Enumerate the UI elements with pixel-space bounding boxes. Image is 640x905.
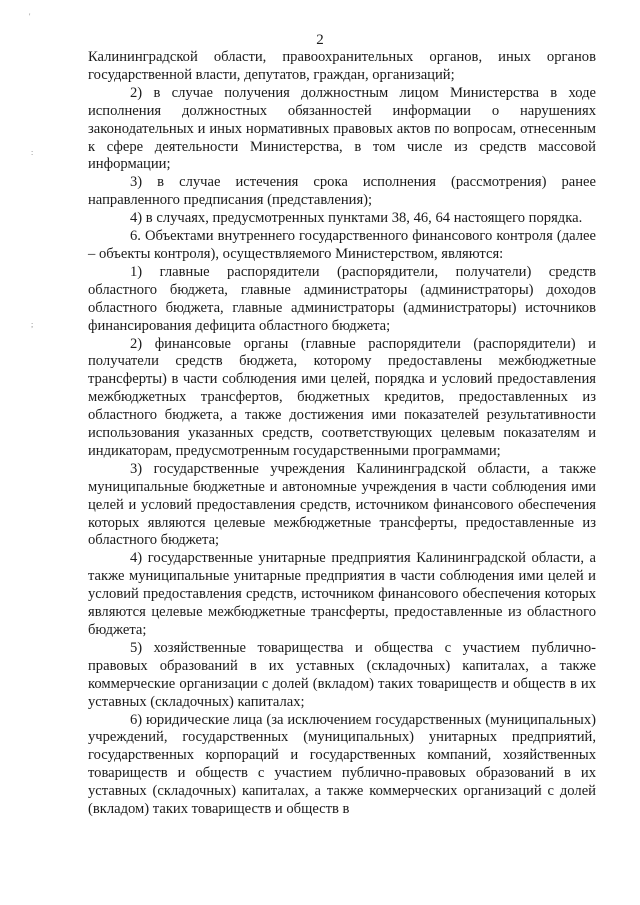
paragraph: 1) главные распорядители (распорядители, получатели) средств областного бюджета, главные администраторы (администраторы) доходов областного бюджета, главные администраторы (администраторы) источников финансирования дефицита областного бюджета; [88,263,596,334]
paragraph: 2) в случае получения должностным лицом Министерства в ходе исполнения должностных обязанностей информации о нарушениях законодательных и иных нормативных правовых актов по вопросам, отнесенным к сфере деятельности Министерства, в том числе из средств массовой информации; [88,84,596,173]
page-number: 2 [316,32,324,48]
paragraph: Калининградской области, правоохранительных органов, иных органов государственной власти, депутатов, граждан, организаций; [88,49,596,83]
document-body [88,49,596,819]
paragraph: 4) государственные унитарные предприятия Калининградской области, а также муниципальные унитарные предприятия в части соблюдения ими целей и условий предоставления средств, источником финансового обеспечения которых являются целевые межбюджетные трансферты, предоставленные из областного бюджета; [88,550,596,638]
paragraph: 6) юридические лица (за исключением государственных (муниципальных) учреждений, государственных (муниципальных) унитарных предприятий, государственных корпораций и государственных компаний, хозяйственных товариществ и обществ с участием публично-правовых образований в их уставных (складочных) капиталах, а также коммерческих организаций с долей (вкладом) таких товариществ и обществ в [88,711,596,818]
paragraph: 4) в случаях, предусмотренных пунктами 38, 46, 64 настоящего порядка. [130,210,583,227]
paragraph: 2) финансовые органы (главные распорядители (распорядители) и получатели средств бюджета, которому предоставлены межбюджетные трансферты) в части соблюдения ими целей, порядка и условий предоставления межбюджетных трансфертов, бюджетных кредитов, предоставленных из областного бюджета, а также достижения ими показателей результативности использования указанных средств, соответствующих целевым показателям и индикаторам, предусмотренным государственными программами; [88,335,596,459]
paragraph: 3) государственные учреждения Калининградской области, а также муниципальные бюджетные и автономные учреждения в части соблюдения ими целей и условий предоставления средств, источником финансового обеспечения которых являются целевые межбюджетные трансферты, предоставленные из областного бюджета; [88,460,596,549]
scan-artifact: ' [29,12,31,21]
scan-artifact: ; [31,320,34,329]
scan-artifact: : [31,148,34,157]
paragraph: 5) хозяйственные товарищества и общества с участием публично-правовых образований в их уставных (складочных) капиталах, а также коммерческие организации с долей (вкладом) таких товариществ и обществ в их уставных (складочных) капиталах; [88,639,596,710]
paragraph: 6. Объектами внутреннего государственного финансового контроля (далее – объекты контроля), осуществляемого Министерством, являются: [88,228,596,262]
paragraph: 3) в случае истечения срока исполнения (рассмотрения) ранее направленного предписания (представления); [88,174,596,209]
